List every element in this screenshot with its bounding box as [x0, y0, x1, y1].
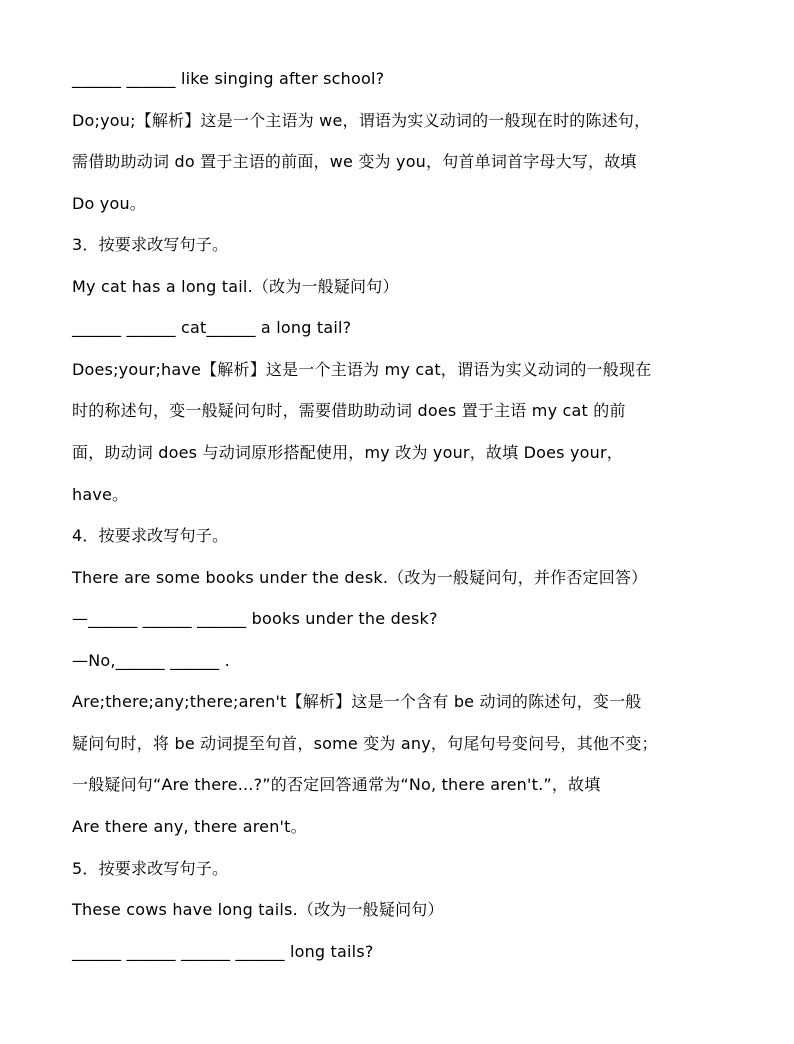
- question-heading: 3．按要求改写句子。: [72, 235, 229, 254]
- text-line: Are there any, there aren't。: [72, 817, 307, 836]
- text-line: 疑问句时，将 be 动词提至句首，some 变为 any，句尾句号变问号，其他不变；: [72, 734, 658, 753]
- text-line: My cat has a long tail.（改为一般疑问句）: [72, 277, 399, 296]
- text-line: 时的称述句，变一般疑问句时，需要借助助动词 does 置于主语 my cat 的前: [72, 401, 626, 420]
- text-line: ______ ______ like singing after school?: [72, 69, 385, 88]
- text-line: 面，助动词 does 与动词原形搭配使用，my 改为 your，故填 Does your，: [72, 443, 623, 462]
- text-line: ______ ______ cat______ a long tail?: [72, 318, 352, 337]
- question-heading: 4．按要求改写句子。: [72, 526, 229, 545]
- question-heading: 5．按要求改写句子。: [72, 859, 229, 878]
- text-line: Are;there;any;there;aren't【解析】这是一个含有 be 动词的陈述句，变一般: [72, 692, 642, 711]
- text-line: These cows have long tails.（改为一般疑问句）: [72, 900, 444, 919]
- text-line: Do;you;【解析】这是一个主语为 we，谓语为实义动词的一般现在时的陈述句，: [72, 111, 651, 130]
- text-line: have。: [72, 485, 129, 504]
- text-line: 需借助助动词 do 置于主语的前面，we 变为 you，句首单词首字母大写，故填: [72, 152, 637, 171]
- text-line: Does;your;have【解析】这是一个主语为 my cat，谓语为实义动词的一般现在: [72, 360, 652, 379]
- text-line: 一般疑问句“Are there...?”的否定回答通常为“No, there aren't.”，故填: [72, 775, 601, 794]
- text-line: —No,______ ______ .: [72, 651, 230, 670]
- text-line: —______ ______ ______ books under the desk?: [72, 609, 438, 628]
- text-line: There are some books under the desk.（改为一般疑问句，并作否定回答）: [72, 568, 648, 587]
- text-line: Do you。: [72, 194, 146, 213]
- text-line: ______ ______ ______ ______ long tails?: [72, 942, 374, 961]
